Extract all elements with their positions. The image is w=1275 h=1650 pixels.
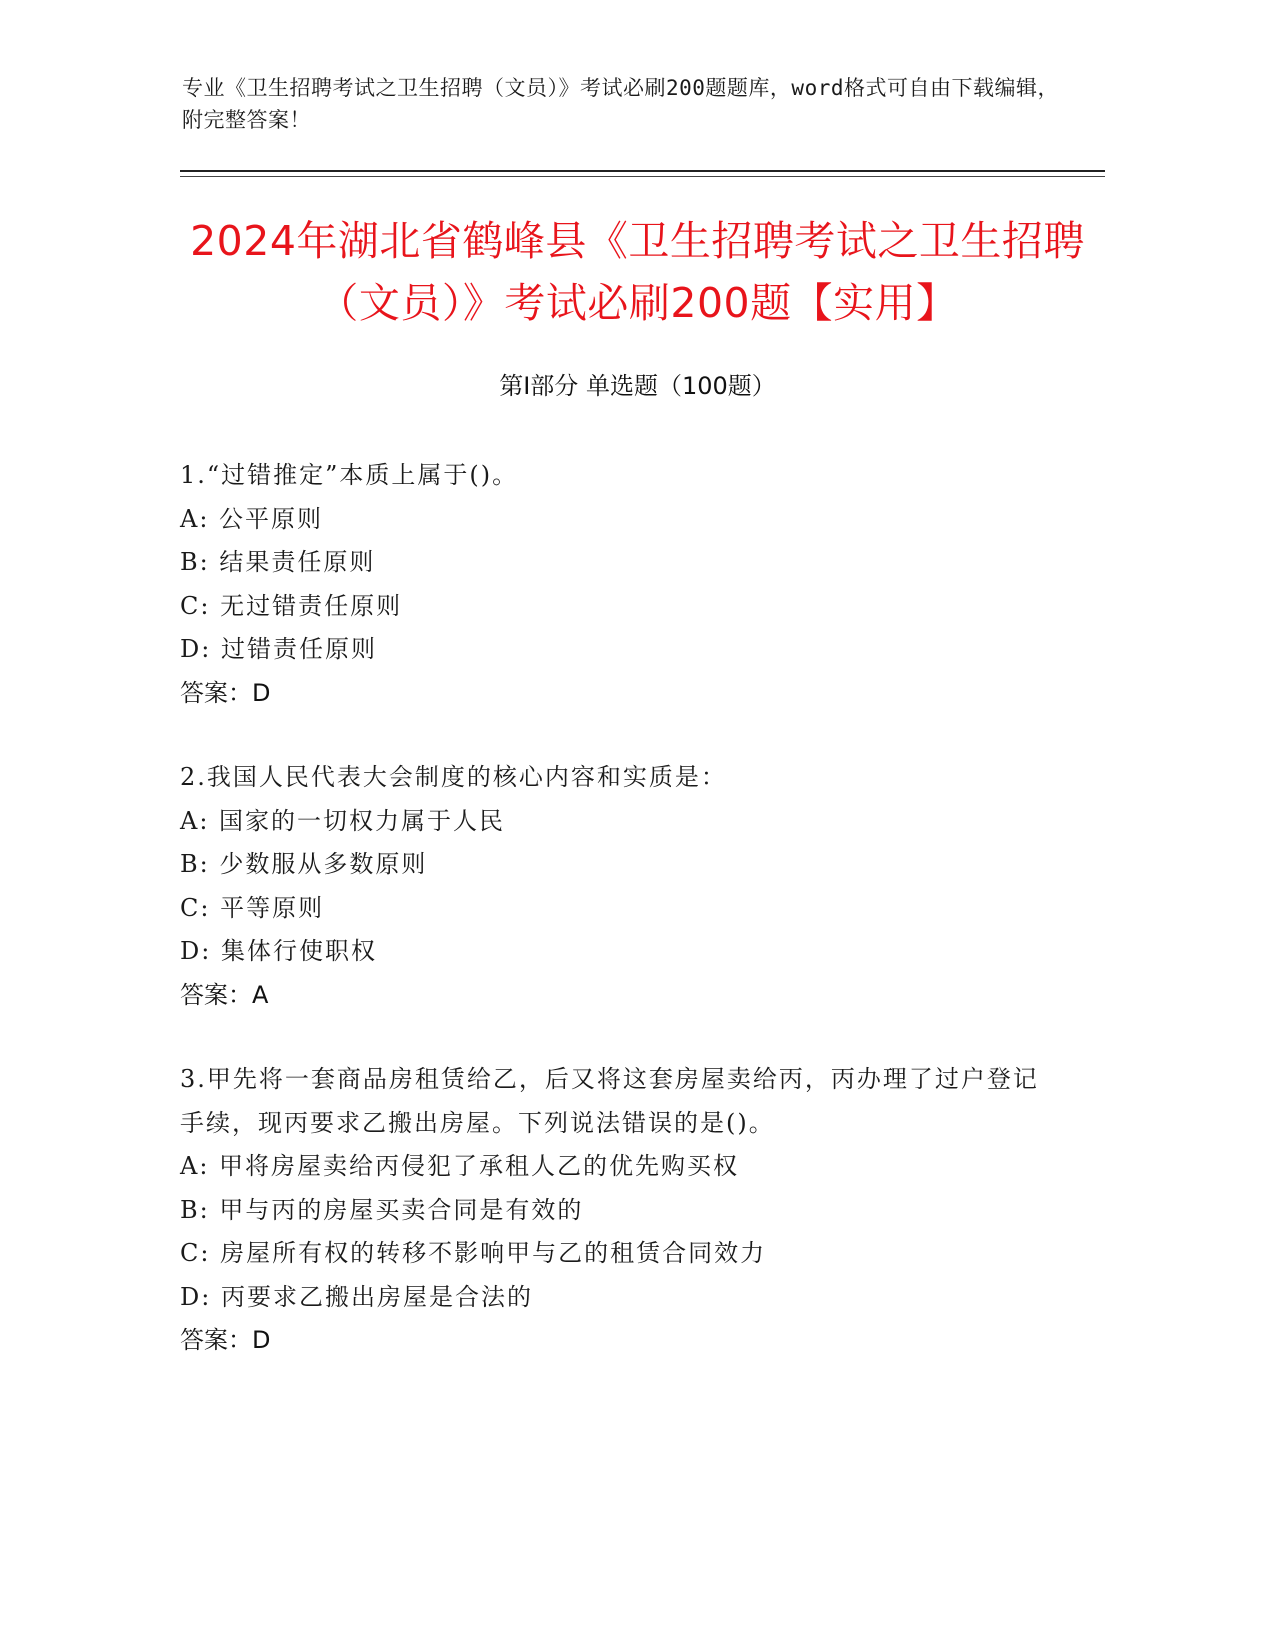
answer: 答案：A — [180, 980, 269, 1009]
option-a: A: 国家的一切权力属于人民 — [180, 806, 506, 835]
option-c: C: 房屋所有权的转移不影响甲与乙的租赁合同效力 — [180, 1239, 767, 1267]
answer: 答案：D — [180, 1326, 271, 1354]
header-divider-thick — [180, 170, 1105, 172]
question-stem: 2.我国人民代表大会制度的核心内容和实质是： — [180, 763, 727, 791]
option-b: B: 甲与丙的房屋买卖合同是有效的 — [180, 1195, 584, 1224]
question-2 — [180, 756, 1060, 1017]
question-1 — [180, 454, 1060, 715]
question-3 — [180, 1058, 1060, 1363]
header-divider-thin — [180, 176, 1105, 177]
option-c: C: 平等原则 — [180, 893, 325, 922]
option-b: B: 结果责任原则 — [180, 548, 376, 576]
option-d: D: 丙要求乙搬出房屋是合法的 — [180, 1282, 533, 1311]
document-title: 2024年湖北省鹤峰县《卫生招聘考试之卫生招聘（文员）》考试必刷200题【实用】 — [190, 217, 1085, 327]
option-b: B: 少数服从多数原则 — [180, 850, 428, 878]
section-title: 第I部分 单选题（100题） — [499, 372, 776, 400]
question-stem: 1.“过错推定”本质上属于()。 — [180, 461, 519, 489]
option-a: A: 公平原则 — [180, 504, 324, 533]
question-stem: 3.甲先将一套商品房租赁给乙，后又将这套房屋卖给丙，丙办理了过户登记手续，现丙要求乙搬出房屋。下列说法错误的是()。 — [180, 1065, 1039, 1137]
option-c: C: 无过错责任原则 — [180, 591, 403, 620]
header-note: 专业《卫生招聘考试之卫生招聘（文员）》考试必刷200题题库，word格式可自由下载编辑，附完整答案！ — [182, 76, 1059, 132]
option-d: D: 过错责任原则 — [180, 635, 377, 663]
answer: 答案：D — [180, 678, 271, 707]
option-a: A: 甲将房屋卖给丙侵犯了承租人乙的优先购买权 — [180, 1152, 740, 1180]
question-list — [180, 454, 1060, 1404]
option-d: D: 集体行使职权 — [180, 937, 377, 965]
